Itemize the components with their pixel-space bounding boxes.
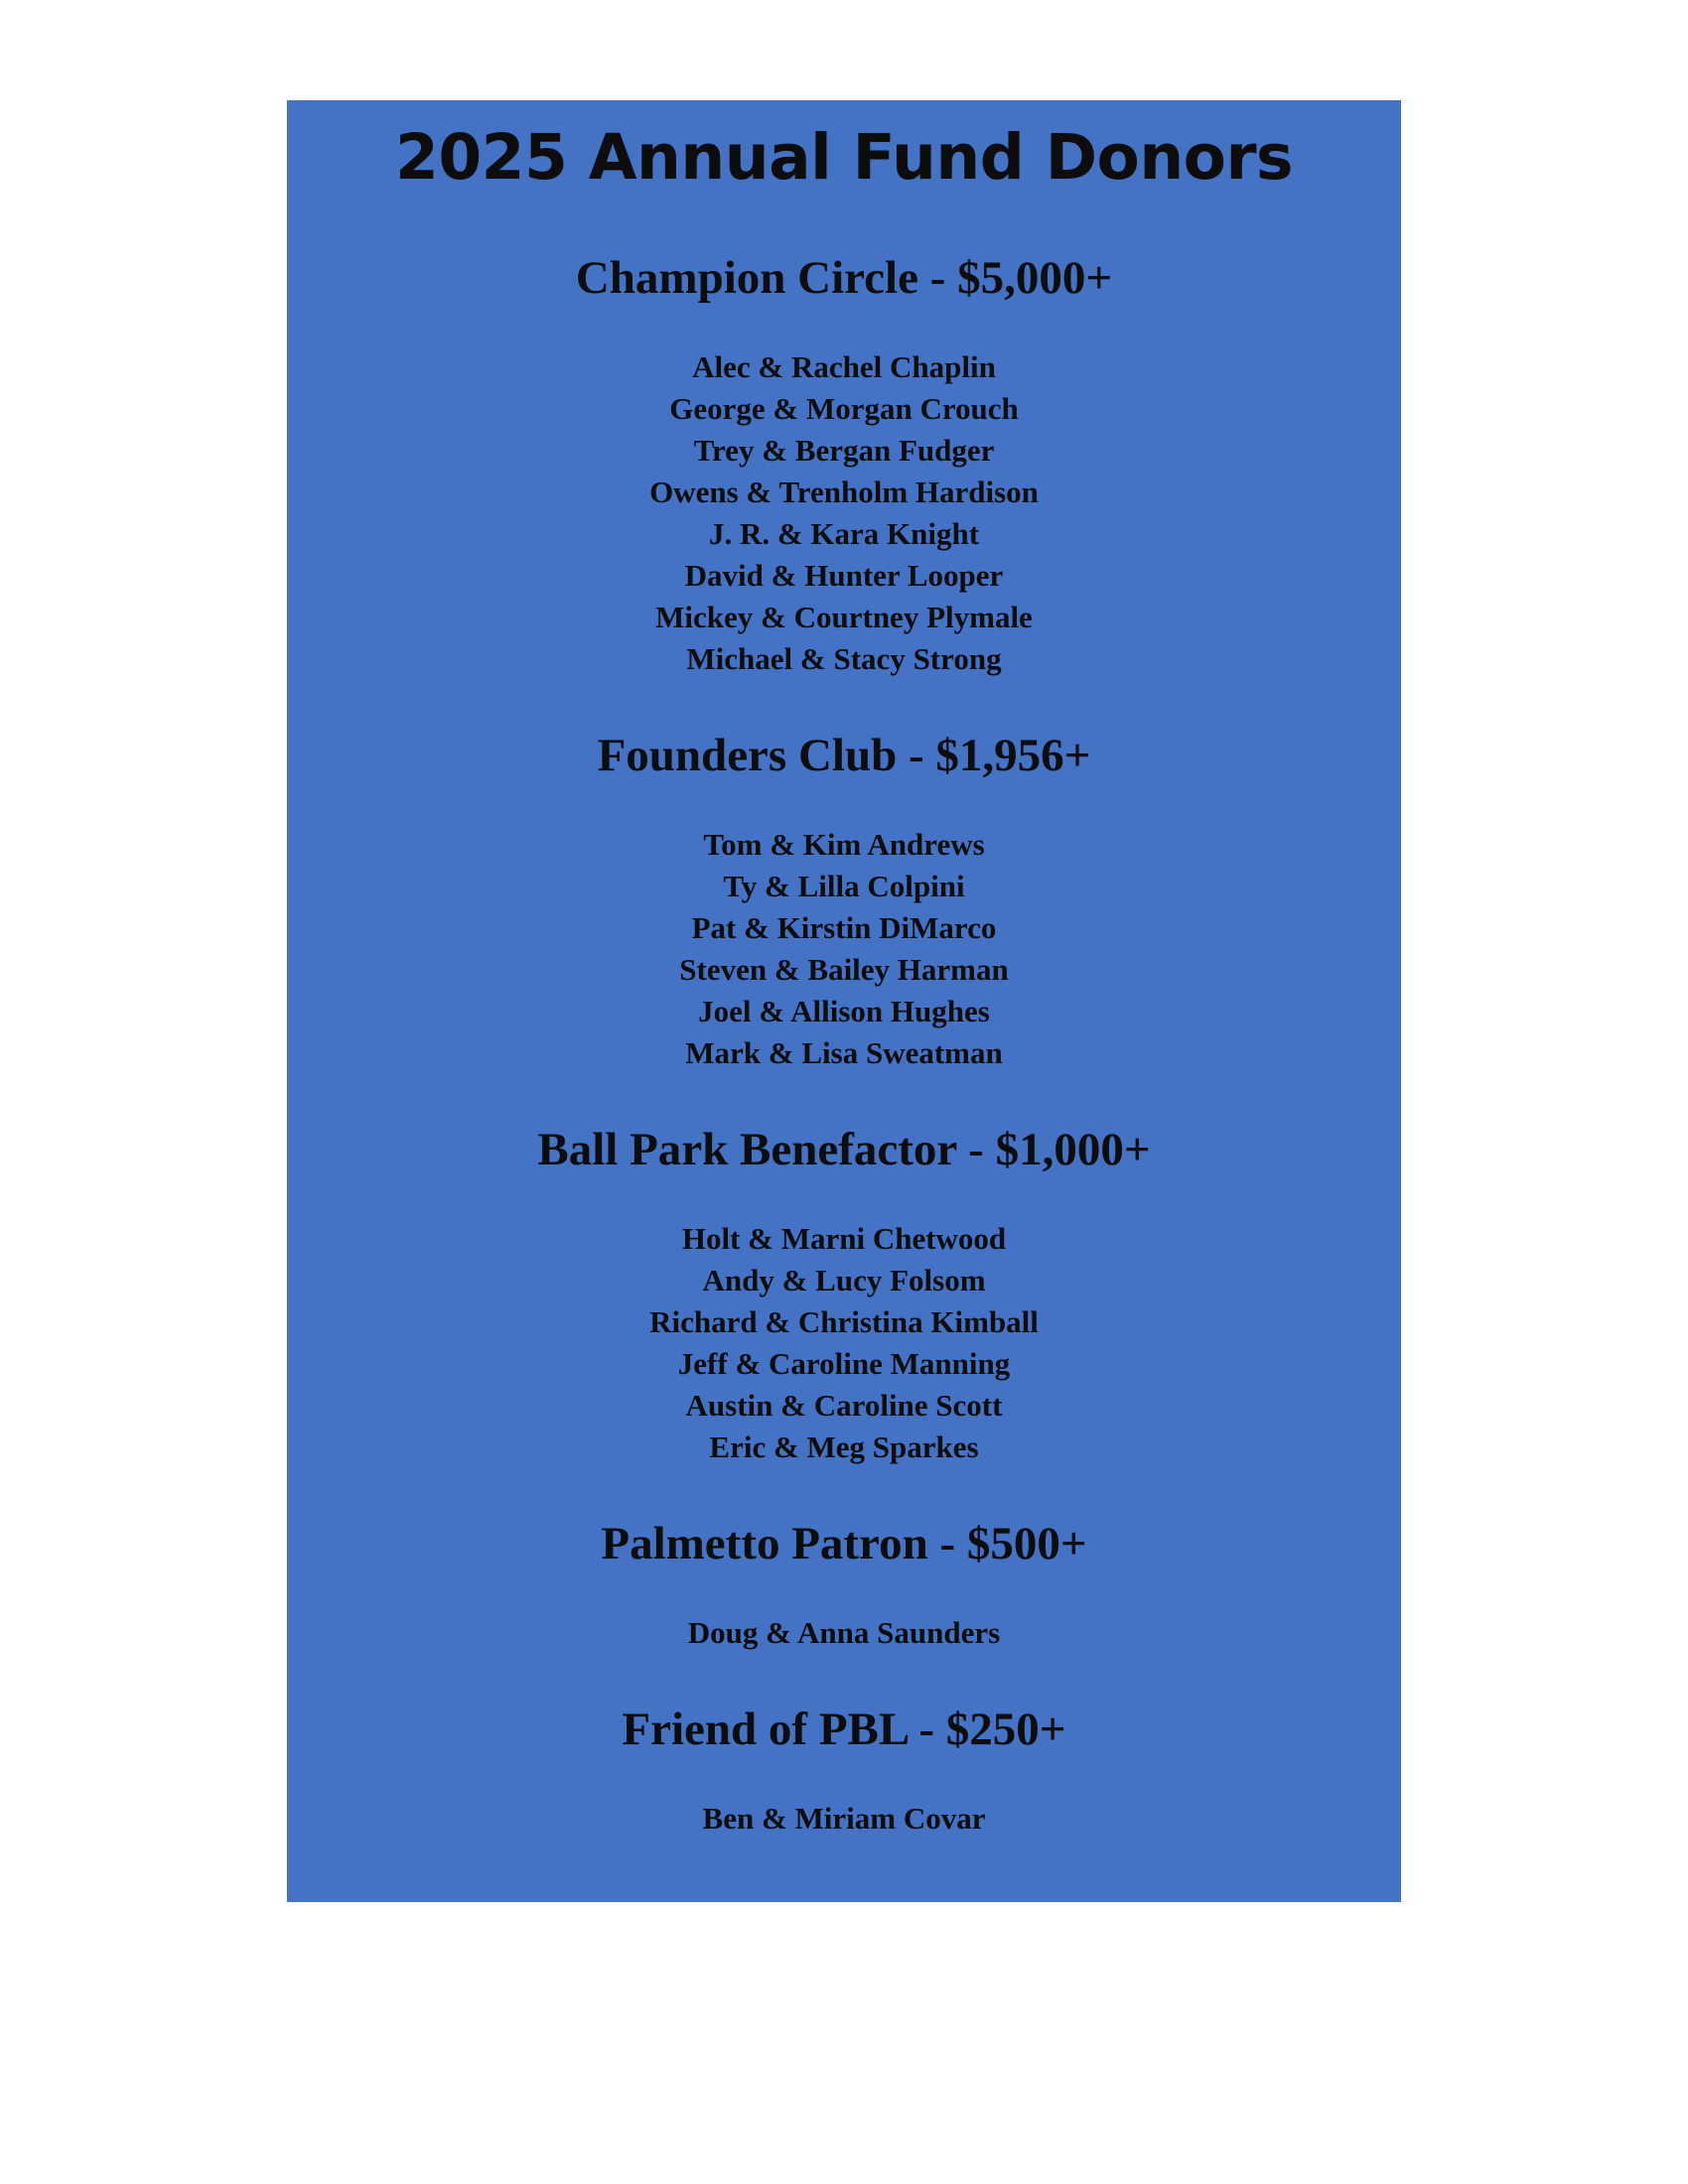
- donor-list-friend-of-pbl: [287, 1798, 1401, 1840]
- tier-heading-friend-of-pbl: Friend of PBL - $250+: [622, 1704, 1066, 1755]
- donor-name: Jeff & Caroline Manning: [677, 1346, 1011, 1381]
- donor-list-founders-club: [287, 824, 1401, 1074]
- donor-name: Richard & Christina Kimball: [649, 1304, 1039, 1339]
- donor-name: Mickey & Courtney Plymale: [655, 600, 1033, 634]
- donor-name: Ty & Lilla Colpini: [723, 869, 965, 903]
- donor-name: J. R. & Kara Knight: [708, 516, 980, 551]
- donor-name: Eric & Meg Sparkes: [709, 1430, 979, 1464]
- donor-name: Pat & Kirstin DiMarco: [691, 910, 997, 945]
- donor-list-palmetto-patron: [287, 1612, 1401, 1654]
- donor-name: David & Hunter Looper: [684, 558, 1004, 593]
- donor-name: Steven & Bailey Harman: [679, 952, 1009, 987]
- donor-name: Michael & Stacy Strong: [686, 641, 1002, 676]
- donor-name: George & Morgan Crouch: [669, 391, 1019, 426]
- donor-name: Doug & Anna Saunders: [687, 1615, 1001, 1650]
- donor-name: Trey & Bergan Fudger: [693, 433, 995, 468]
- donor-name: Joel & Allison Hughes: [698, 994, 990, 1028]
- tier-heading-palmetto-patron: Palmetto Patron - $500+: [601, 1518, 1087, 1570]
- donor-list-ball-park-benefactor: [287, 1218, 1401, 1468]
- donor-name: Owens & Trenholm Hardison: [649, 475, 1039, 509]
- donor-name: Ben & Miriam Covar: [702, 1801, 986, 1836]
- tier-heading-founders-club: Founders Club - $1,956+: [597, 730, 1091, 781]
- donor-name: Tom & Kim Andrews: [703, 827, 985, 862]
- donor-name: Alec & Rachel Chaplin: [692, 349, 996, 384]
- tier-heading-champion-circle: Champion Circle - $5,000+: [575, 252, 1113, 304]
- donor-name: Austin & Caroline Scott: [685, 1388, 1003, 1423]
- page-title: 2025 Annual Fund Donors: [394, 121, 1294, 194]
- donor-name: Holt & Marni Chetwood: [681, 1221, 1007, 1256]
- donor-name: Mark & Lisa Sweatman: [685, 1035, 1003, 1070]
- donor-panel: [287, 100, 1401, 1902]
- donor-name: Andy & Lucy Folsom: [702, 1263, 986, 1297]
- donor-list-champion-circle: [287, 346, 1401, 680]
- tier-heading-ball-park-benefactor: Ball Park Benefactor - $1,000+: [537, 1124, 1151, 1175]
